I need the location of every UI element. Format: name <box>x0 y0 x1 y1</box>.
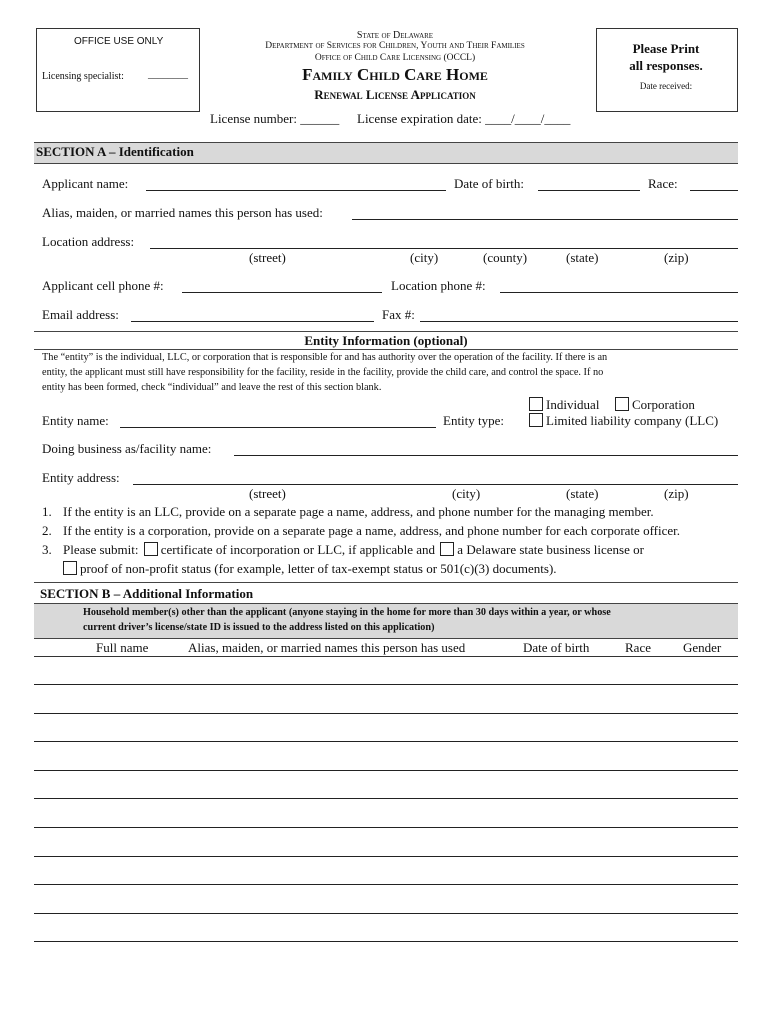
location-phone-label: Location phone #: <box>391 278 486 293</box>
item-1-number: 1. <box>42 504 52 519</box>
addr-county-caption: (county) <box>483 250 528 265</box>
cell-phone-field[interactable] <box>182 292 382 293</box>
household-row-2[interactable] <box>34 713 738 714</box>
item-3-please-submit: Please submit: <box>63 542 139 557</box>
applicant-name-label: Applicant name: <box>42 176 129 191</box>
entity-street-caption: (street) <box>249 486 286 501</box>
entity-type-label: Entity type: <box>443 413 505 428</box>
licensing-specialist-field[interactable]: ________ <box>148 69 188 80</box>
date-received-label: Date received: <box>639 81 693 91</box>
dba-field[interactable] <box>234 455 738 456</box>
non-profit-checkbox[interactable] <box>63 561 77 575</box>
col-alias: Alias, maiden, or married names this person has used <box>188 640 466 655</box>
entity-name-field[interactable] <box>120 427 436 428</box>
household-row-7[interactable] <box>34 856 738 857</box>
race-label: Race: <box>648 176 678 191</box>
license-number-field[interactable]: License number: ______ <box>210 111 340 126</box>
date-of-birth-label: Date of birth: <box>454 176 525 191</box>
household-row-5[interactable] <box>34 798 738 799</box>
form-header <box>200 30 590 103</box>
state-name: State of Delaware <box>356 30 434 41</box>
corporation-option[interactable] <box>615 397 695 413</box>
license-expiration-field[interactable]: License expiration date: ____/____/____ <box>357 111 571 126</box>
item-3-line2 <box>63 561 557 577</box>
certificate-label: certificate of incorporation or LLC, if applicable and <box>160 542 436 557</box>
item-3-number: 3. <box>42 542 52 557</box>
col-race: Race <box>625 640 651 655</box>
form-subtitle: Renewal License Application <box>314 87 476 102</box>
section-b-title: SECTION B – Additional Information <box>40 586 254 601</box>
item-3-line1 <box>63 542 644 558</box>
corporation-checkbox[interactable] <box>615 397 629 411</box>
section-a-title: SECTION A – Identification <box>36 144 194 159</box>
office-use-title: OFFICE USE ONLY <box>74 36 164 47</box>
llc-option[interactable] <box>529 413 718 429</box>
item-2-number: 2. <box>42 523 52 538</box>
entity-address-label: Entity address: <box>42 470 120 485</box>
household-line2: current driver’s license/state ID is issued to the address listed on this application) <box>83 622 435 633</box>
department-name: Department of Services for Children, Youth and Their Families <box>265 41 525 51</box>
dba-label: Doing business as/facility name: <box>42 441 212 456</box>
race-field[interactable] <box>690 190 738 191</box>
location-phone-field[interactable] <box>500 292 738 293</box>
individual-checkbox[interactable] <box>529 397 543 411</box>
entity-city-caption: (city) <box>452 486 481 501</box>
form-title: Family Child Care Home <box>302 65 488 84</box>
licensing-specialist-label: Licensing specialist: <box>42 71 124 82</box>
addr-street-caption: (street) <box>249 250 286 265</box>
item-1-text: If the entity is an LLC, provide on a separate page a name, address, and phone number for the managing member. <box>63 504 654 519</box>
location-address-field[interactable] <box>150 248 738 249</box>
corporation-label: Corporation <box>632 397 695 412</box>
household-row-9[interactable] <box>34 913 738 914</box>
entity-info-title: Entity Information (optional) <box>304 333 468 348</box>
col-date-of-birth: Date of birth <box>523 640 590 655</box>
entity-name-label: Entity name: <box>42 413 109 428</box>
entity-address-field[interactable] <box>133 484 738 485</box>
applicant-name-field[interactable] <box>146 190 446 191</box>
llc-label: Limited liability company (LLC) <box>546 413 719 428</box>
location-address-label: Location address: <box>42 234 135 249</box>
household-row-3[interactable] <box>34 741 738 742</box>
individual-option[interactable] <box>529 397 599 413</box>
col-full-name: Full name <box>96 640 149 655</box>
entity-paragraph-line3: entity has been formed, check “individual” and leave the rest of this section blank. <box>42 382 382 393</box>
addr-city-caption: (city) <box>410 250 439 265</box>
entity-paragraph-line1: The “entity” is the individual, LLC, or corporation that is responsible for and has authority over the operation of the facility. If there is an <box>42 352 608 363</box>
entity-paragraph-line2: entity, the applicant must still have responsibility for the facility, reside in the facility, provide the child care, and control the space. If no <box>42 367 604 378</box>
fax-label: Fax #: <box>382 307 415 322</box>
llc-checkbox[interactable] <box>529 413 543 427</box>
please-print-line1: Please Print <box>632 41 700 56</box>
email-field[interactable] <box>131 321 374 322</box>
entity-header-rule-bottom <box>34 349 738 350</box>
item-2-text: If the entity is a corporation, provide on a separate page a name, address, and phone number for each corporate officer. <box>63 523 681 538</box>
date-of-birth-field[interactable] <box>538 190 640 191</box>
household-row-1[interactable] <box>34 684 738 685</box>
email-label: Email address: <box>42 307 119 322</box>
entity-zip-caption: (zip) <box>664 486 689 501</box>
col-gender: Gender <box>683 640 722 655</box>
certificate-checkbox[interactable] <box>144 542 158 556</box>
entity-header-rule-top <box>34 331 738 332</box>
household-row-10[interactable] <box>34 941 738 942</box>
addr-zip-caption: (zip) <box>664 250 689 265</box>
fax-field[interactable] <box>420 321 738 322</box>
household-row-6[interactable] <box>34 827 738 828</box>
alias-field[interactable] <box>352 219 738 220</box>
alias-label: Alias, maiden, or married names this person has used: <box>42 205 323 220</box>
individual-label: Individual <box>546 397 600 412</box>
household-row-8[interactable] <box>34 884 738 885</box>
section-b-rule <box>34 582 738 583</box>
column-header-rule <box>34 656 738 657</box>
cell-phone-label: Applicant cell phone #: <box>42 278 164 293</box>
entity-state-caption: (state) <box>566 486 599 501</box>
addr-state-caption: (state) <box>566 250 599 265</box>
business-license-label: a Delaware state business license or <box>457 542 644 557</box>
please-print-line2: all responses. <box>629 58 703 73</box>
business-license-checkbox[interactable] <box>440 542 454 556</box>
household-line1: Household member(s) other than the applicant (anyone staying in the home for more than 30 days within a year, or whose <box>83 607 611 618</box>
non-profit-label: proof of non-profit status (for example, letter of tax-exempt status or 501(c)(3) documents). <box>80 561 557 576</box>
household-row-4[interactable] <box>34 770 738 771</box>
office-name: Office of Child Care Licensing (OCCL) <box>314 53 476 63</box>
